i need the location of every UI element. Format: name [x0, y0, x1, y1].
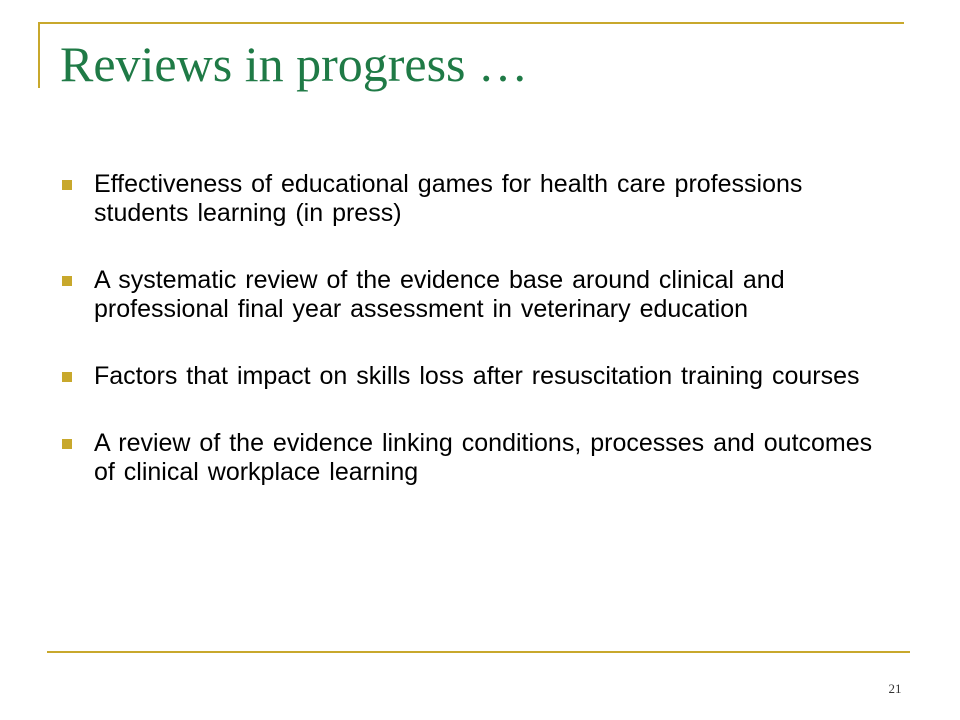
bottom-divider: [47, 651, 910, 653]
slide-title: Reviews in progress …: [60, 36, 528, 92]
square-bullet-icon: [62, 276, 72, 286]
square-bullet-icon: [62, 439, 72, 449]
bullet-text: A review of the evidence linking conditions, processes and outcomes of clinical workplace learning: [94, 429, 873, 486]
bullet-text: A systematic review of the evidence base around clinical and professional final year assessment in veterinary education: [94, 266, 785, 323]
top-divider: [38, 22, 904, 24]
left-accent-line: [38, 22, 40, 88]
bullet-item: [62, 429, 892, 487]
bullet-list: [62, 170, 892, 525]
bullet-text: Factors that impact on skills loss after resuscitation training courses: [94, 362, 860, 390]
bullet-item: [62, 170, 892, 228]
square-bullet-icon: [62, 180, 72, 190]
bullet-text: Effectiveness of educational games for health care professions students learning (in press): [94, 170, 803, 227]
bullet-item: [62, 362, 892, 391]
page-number: 21: [888, 681, 902, 696]
bullet-item: [62, 266, 892, 324]
square-bullet-icon: [62, 372, 72, 382]
